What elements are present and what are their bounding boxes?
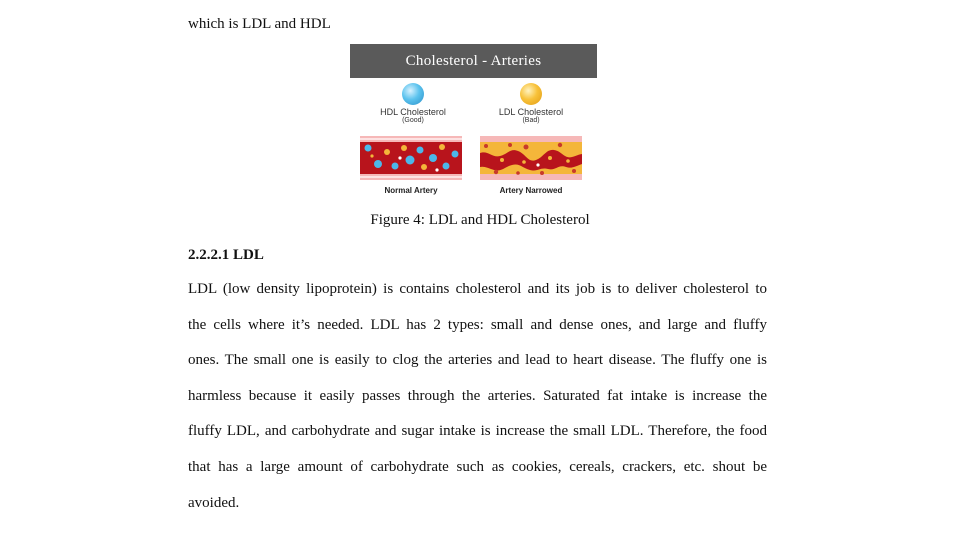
figure-caption: Figure 4: LDL and HDL Cholesterol <box>370 212 590 228</box>
ldl-label-group <box>486 107 576 125</box>
hdl-label-group <box>368 107 458 125</box>
artery-wall-highlight <box>360 138 462 140</box>
ldl-label: LDL Cholesterol <box>498 107 564 117</box>
paragraph-line: ones. The small one is easily to clog the arteries and lead to heart disease. The fluffy one is <box>188 352 767 369</box>
paragraph-line: the cells where it’s needed. LDL has 2 types: small and dense ones, and large and fluffy <box>188 316 767 333</box>
paragraph-line: fluffy LDL, and carbohydrate and sugar intake is increase the small LDL. Therefore, the food <box>188 423 767 440</box>
normal-artery-caption: Normal Artery <box>384 186 438 195</box>
cholesterol-figure <box>350 44 597 200</box>
narrowed-artery-illustration <box>480 136 582 180</box>
body-paragraph <box>188 272 767 521</box>
hdl-label: HDL Cholesterol <box>380 107 446 117</box>
hdl-particle-icon <box>402 83 424 105</box>
figure-header: Cholesterol - Arteries <box>350 44 597 78</box>
normal-artery-illustration <box>360 136 462 180</box>
ldl-particle-icon <box>520 83 542 105</box>
paragraph-line: LDL (low density lipoprotein) is contains cholesterol and its job is to deliver cholesterol to <box>188 281 767 297</box>
paragraph-line: that has a large amount of carbohydrate such as cookies, cereals, crackers, etc. shout be <box>188 458 767 475</box>
paragraph-line: avoided. <box>188 494 240 511</box>
artery-wall-highlight <box>360 176 462 178</box>
ldl-note: (Bad) <box>522 117 540 124</box>
lead-text: which is LDL and HDL <box>188 16 331 32</box>
section-heading: 2.2.2.1 LDL <box>188 247 264 263</box>
hdl-note: (Good) <box>402 117 424 124</box>
narrowed-artery-caption: Artery Narrowed <box>499 186 563 195</box>
paragraph-line: harmless because it easily passes through the arteries. Saturated fat intake is increase the <box>188 387 767 404</box>
